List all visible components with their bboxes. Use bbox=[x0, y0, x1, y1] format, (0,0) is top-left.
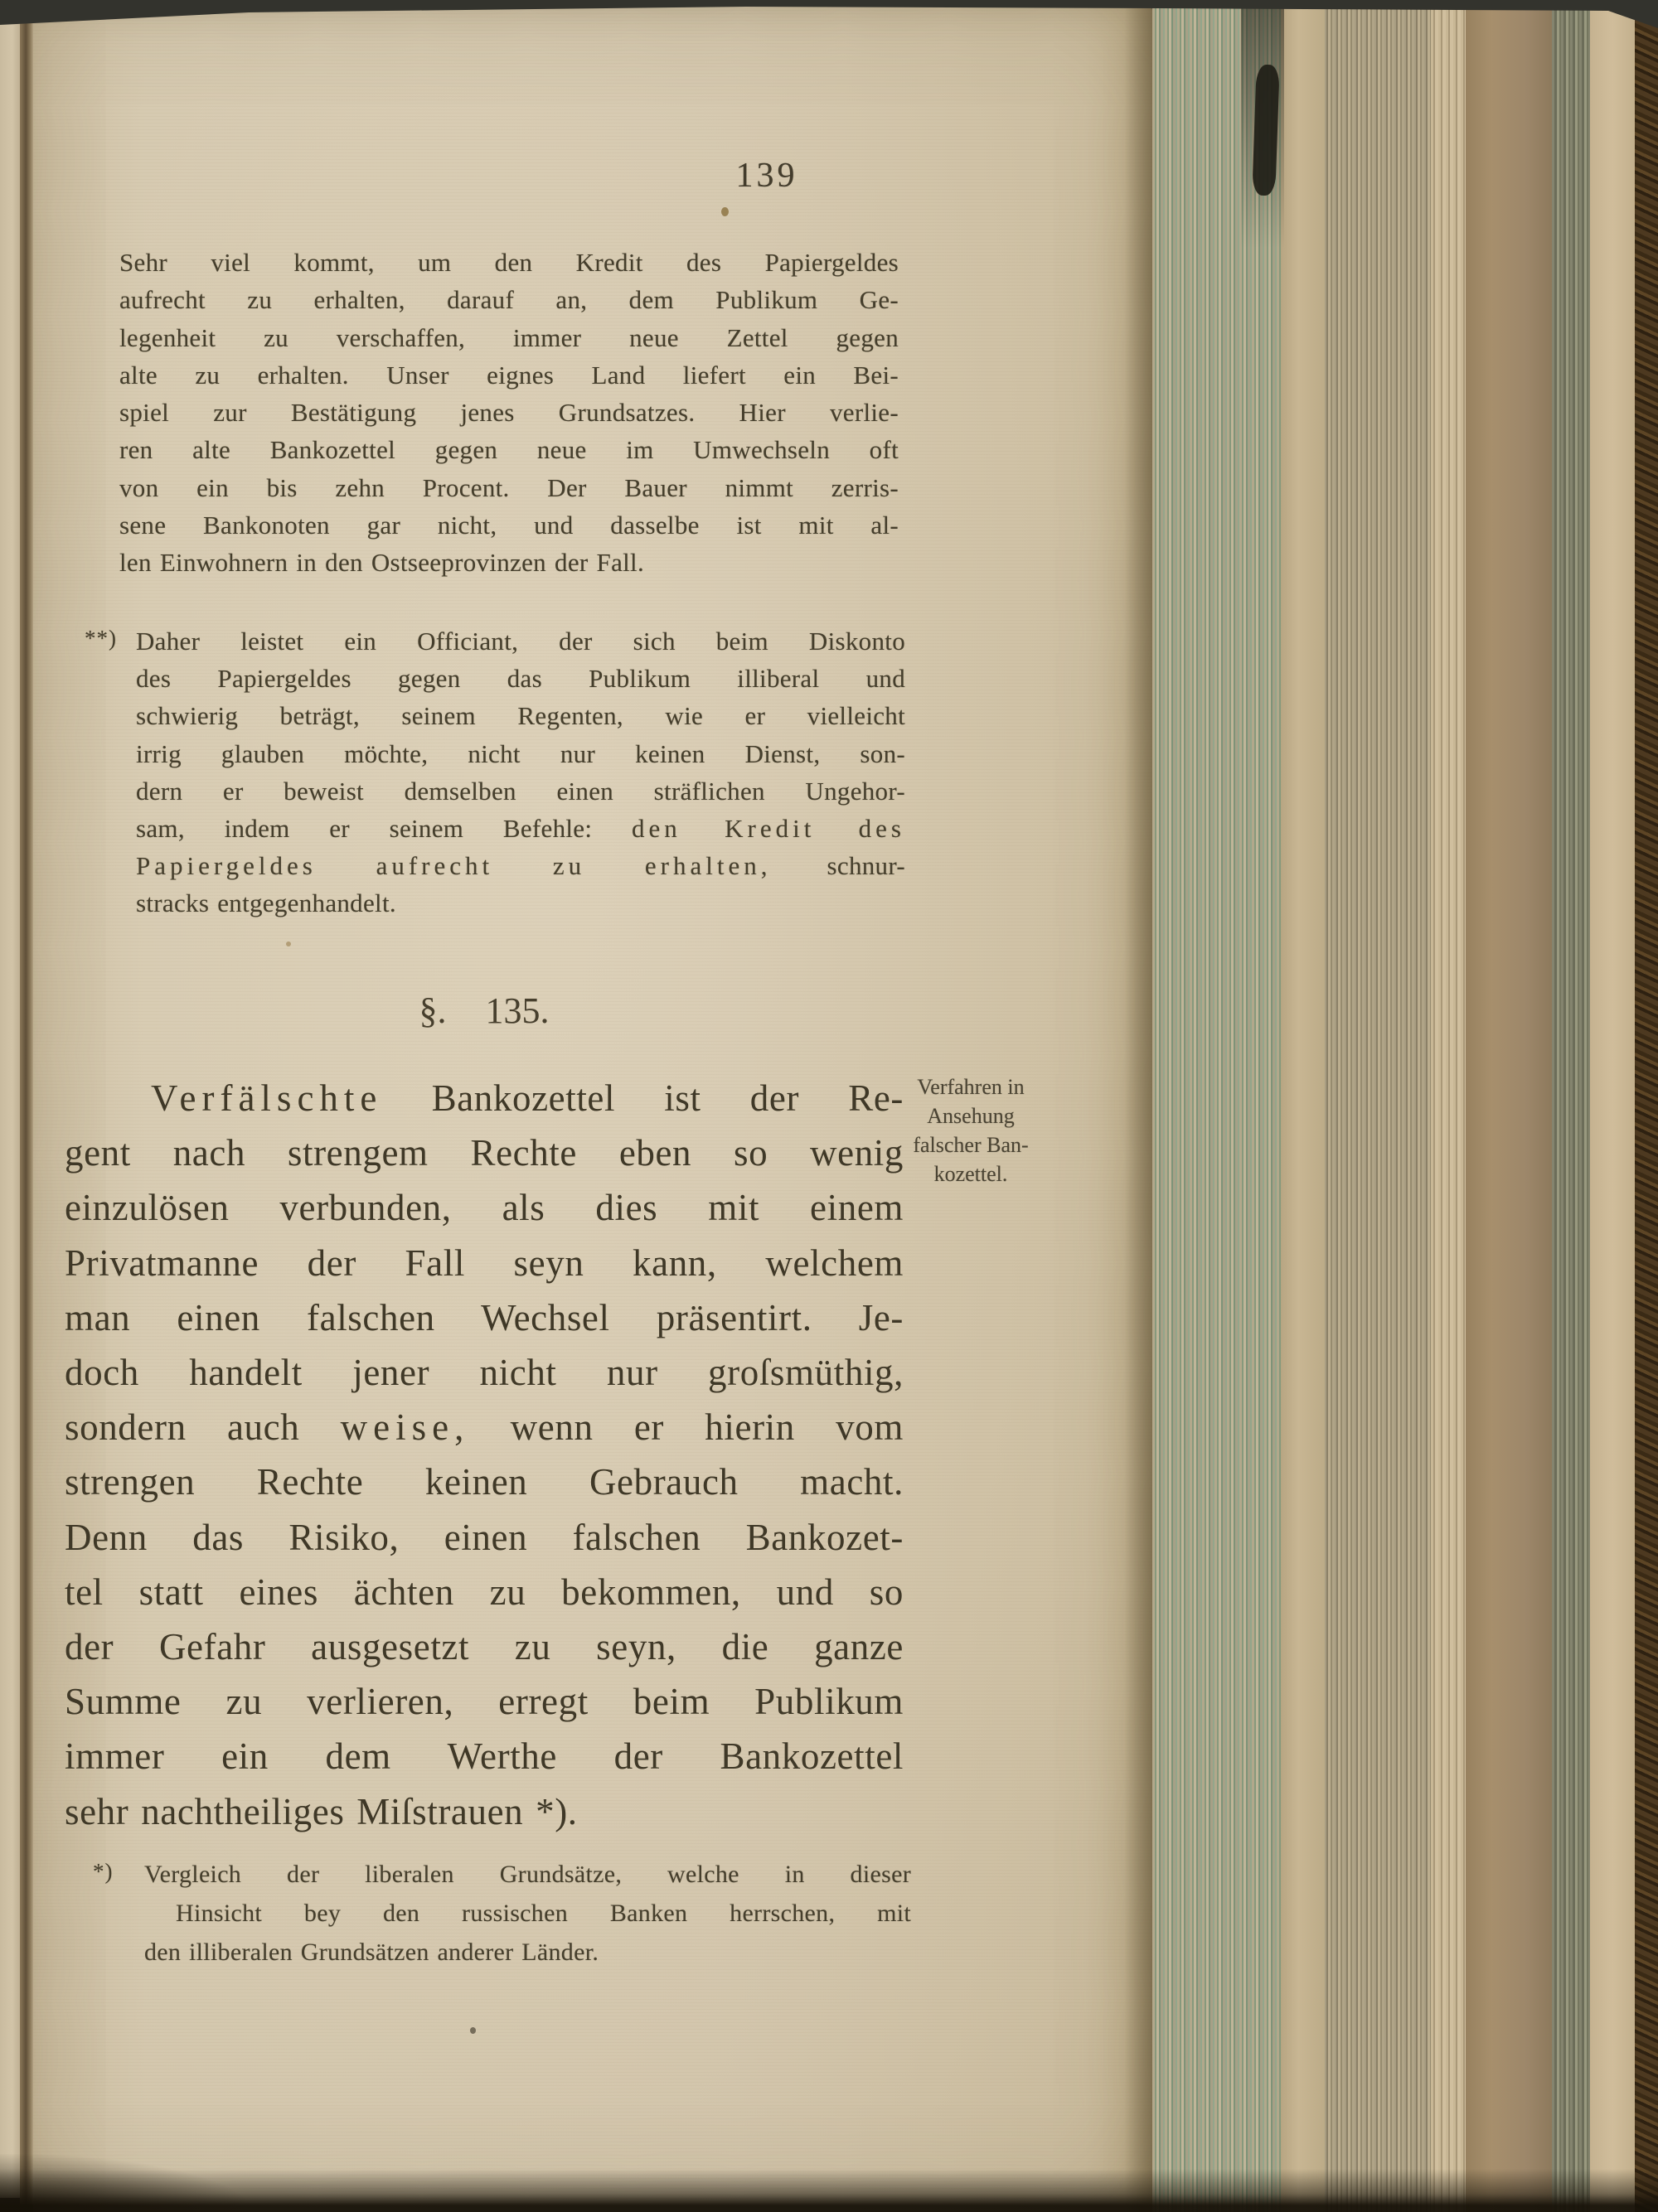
text-line: spiel zur Bestätigung jenes Grundsatzes. Hier verlie- bbox=[119, 398, 899, 428]
text-line: falscher Ban- bbox=[913, 1133, 1029, 1157]
emphasized-text: Verfälschte bbox=[151, 1077, 383, 1119]
previous-page-edge bbox=[0, 18, 20, 2198]
paper-fleck bbox=[721, 207, 729, 216]
text-line: dern er beweist demselben einen sträflichen Ungehor- bbox=[136, 776, 905, 806]
page-number: 139 bbox=[735, 157, 798, 195]
bottom-shadow bbox=[0, 2169, 1658, 2212]
fore-edge-band-suede bbox=[1466, 0, 1552, 2212]
fore-edge-band-tan bbox=[1281, 0, 1325, 2212]
text-segment: wenn er hierin vom bbox=[510, 1406, 904, 1449]
footnote-double-star bbox=[85, 622, 906, 922]
text-line: Summe zu verlieren, erregt beim Publikum bbox=[65, 1681, 904, 1723]
text-line: Ansehung bbox=[927, 1104, 1015, 1128]
section-paragraph bbox=[65, 1071, 904, 1839]
text-line: ren alte Bankozettel gegen neue im Umwechseln oft bbox=[119, 435, 899, 465]
text-segment: Vergleich der liberalen Grundsätze, welche in dieser bbox=[144, 1861, 911, 1888]
text-line: des Papiergeldes gegen das Publikum illiberal und bbox=[136, 664, 905, 694]
paper-fleck bbox=[470, 2027, 476, 2034]
text-line: von ein bis zehn Procent. Der Bauer nimmt zerris- bbox=[119, 472, 899, 502]
page-curve-shadow bbox=[1124, 0, 1152, 2212]
emphasized-text: weise, bbox=[340, 1406, 470, 1449]
text-segment: sondern auch bbox=[65, 1406, 300, 1449]
text-line: strengen Rechte keinen Gebrauch macht. bbox=[65, 1461, 904, 1503]
footnote-star bbox=[93, 1855, 911, 1972]
text-segment: schnur- bbox=[827, 851, 905, 881]
fore-edge-band-green bbox=[1152, 0, 1281, 2212]
bottom-corner-shadow bbox=[0, 2154, 249, 2212]
text-line: len Einwohnern in den Ostseeprovinzen der Fall. bbox=[119, 548, 645, 578]
text-line: sene Bankonoten gar nicht, und dasselbe ist mit al- bbox=[119, 511, 899, 540]
emphasized-text: den Kredit des bbox=[631, 814, 906, 844]
margin-note bbox=[895, 1072, 1046, 1188]
text-segment: Bankozettel ist der Re- bbox=[431, 1077, 904, 1119]
text-line: Privatmanne der Fall seyn kann, welchem bbox=[65, 1242, 904, 1284]
opening-paragraph bbox=[119, 244, 899, 582]
text-line: kozettel. bbox=[933, 1162, 1008, 1186]
book-page bbox=[33, 7, 1152, 2212]
text-line bbox=[136, 810, 905, 847]
text-line: schwierig beträgt, seinem Regenten, wie er vielleicht bbox=[136, 701, 905, 731]
footnote-marker: *) bbox=[93, 1859, 114, 1884]
text-line: Denn das Risiko, einen falschen Bankozet- bbox=[65, 1516, 904, 1558]
fore-edge-band-striped bbox=[1325, 0, 1431, 2212]
text-line: Sehr viel kommt, um den Kredit des Papiergeldes bbox=[119, 248, 899, 277]
emphasized-text: Papiergeldes aufrecht zu erhalten, bbox=[136, 851, 772, 881]
text-line bbox=[93, 1855, 911, 1894]
endpaper-edge bbox=[1590, 0, 1635, 2212]
text-line: einzulösen verbunden, als dies mit einem bbox=[65, 1187, 904, 1229]
text-segment: sam, indem er seinem Befehle: bbox=[136, 814, 593, 844]
paper-fleck bbox=[286, 941, 291, 946]
text-line: der Gefahr ausgesetzt zu seyn, die ganze bbox=[65, 1626, 904, 1668]
text-line: sehr nachtheiliges Miſstrauen *). bbox=[65, 1790, 578, 1832]
text-line: tel statt eines ächten zu bekommen, und so bbox=[65, 1571, 904, 1613]
gutter-shadow bbox=[20, 17, 33, 2205]
text-line: gent nach strengem Rechte eben so wenig bbox=[65, 1132, 904, 1174]
text-line: legenheit zu verschaffen, immer neue Zettel gegen bbox=[119, 322, 899, 352]
fore-edge-ink-mark bbox=[1252, 65, 1279, 196]
text-line: alte zu erhalten. Unser eignes Land liefert ein Bei- bbox=[119, 360, 899, 390]
text-line: Hinsicht bey den russischen Banken herrschen, mit bbox=[176, 1900, 911, 1927]
text-segment: Daher leistet ein Officiant, der sich beim Diskonto bbox=[136, 627, 905, 656]
marbled-cover-edge bbox=[1635, 0, 1658, 2212]
text-line bbox=[136, 847, 905, 884]
text-line bbox=[65, 1400, 904, 1454]
text-line: irrig glauben möchte, nicht nur keinen Dienst, son- bbox=[136, 738, 905, 768]
fore-edge-band-light bbox=[1431, 0, 1466, 2212]
text-line: den illiberalen Grundsätzen anderer Länder. bbox=[144, 1939, 599, 1966]
section-heading: §. 135. bbox=[419, 990, 550, 1031]
footnote-marker: **) bbox=[85, 626, 117, 651]
text-line: doch handelt jener nicht nur groſsmüthig, bbox=[65, 1352, 904, 1394]
text-line: man einen falschen Wechsel präsentirt. Je- bbox=[65, 1296, 904, 1338]
text-line bbox=[85, 622, 905, 660]
fore-edge-band-torn bbox=[1552, 0, 1590, 2212]
text-line bbox=[65, 1071, 904, 1125]
text-line: stracks entgegenhandelt. bbox=[136, 888, 396, 918]
text-line: aufrecht zu erhalten, darauf an, dem Publikum Ge- bbox=[119, 285, 899, 315]
text-line: immer ein dem Werthe der Bankozettel bbox=[65, 1735, 904, 1778]
text-line: Verfahren in bbox=[917, 1075, 1025, 1099]
